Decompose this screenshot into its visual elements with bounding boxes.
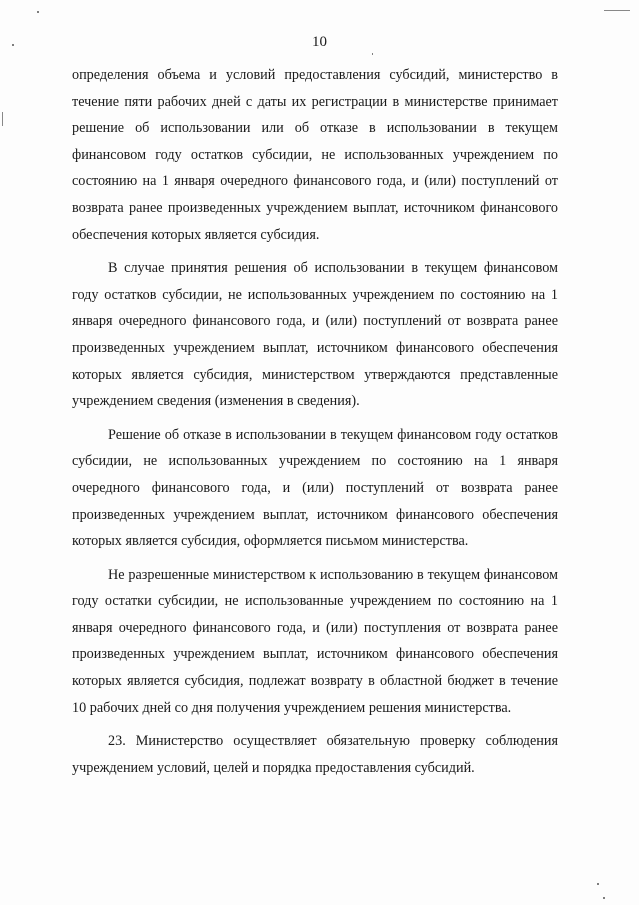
- paragraph-3: Решение об отказе в использовании в текущем финансовом году остатков субсидии, не использованных учреждением по состоянию на 1 января очередного финансового года, и (или) поступлений от возврата ранее произведенных учреждением выплат, источником финансового обеспечения которых является субсидия, оформляется письмом министерства.: [72, 426, 558, 550]
- scan-speck: [597, 883, 599, 885]
- scan-speck: [12, 44, 14, 46]
- scan-edge-mark: [604, 10, 630, 11]
- paragraph-1: определения объема и условий предоставления субсидий, министерство в течение пяти рабочих дней с даты их регистрации в министерстве принимает решение об использовании или об отказе в использовании в текущем финансовом году остатков субсидии, не использованных учреждением по состоянию на 1 января очередного финансового года, и (или) поступлений от возврата ранее произведенных учреждением выплат, источником финансового обеспечения которых является субсидия.: [72, 67, 558, 243]
- scan-speck: [37, 11, 39, 13]
- scan-edge-mark: [2, 112, 3, 126]
- paragraph-5-item-23: 23. Министерство осуществляет обязательную проверку соблюдения учреждением условий, целей и порядка предоставления субсидий.: [72, 733, 558, 776]
- paragraph-4: Не разрешенные министерством к использованию в текущем финансовом году остатки субсидии, не использованные учреждением по состоянию на 1 января очередного финансового года, и (или) поступления от возврата ранее произведенных учреждением выплат, источником финансового обеспечения которых является субсидия, подлежат возврату в областной бюджет в течение 10 рабочих дней со дня получения учреждением решения министерства.: [72, 566, 558, 716]
- scan-speck: [372, 53, 373, 55]
- scan-speck: [603, 897, 605, 899]
- page-number: 10: [312, 34, 327, 50]
- paragraph-2: В случае принятия решения об использовании в текущем финансовом году остатков субсидии, не использованных учреждением по состоянию на 1 января очередного финансового года, и (или) поступлений от возврата ранее произведенных учреждением выплат, источником финансового обеспечения которых является субсидия, министерством утверждаются представленные учреждением сведения (изменения в сведения).: [72, 260, 558, 410]
- document-body: [72, 62, 558, 781]
